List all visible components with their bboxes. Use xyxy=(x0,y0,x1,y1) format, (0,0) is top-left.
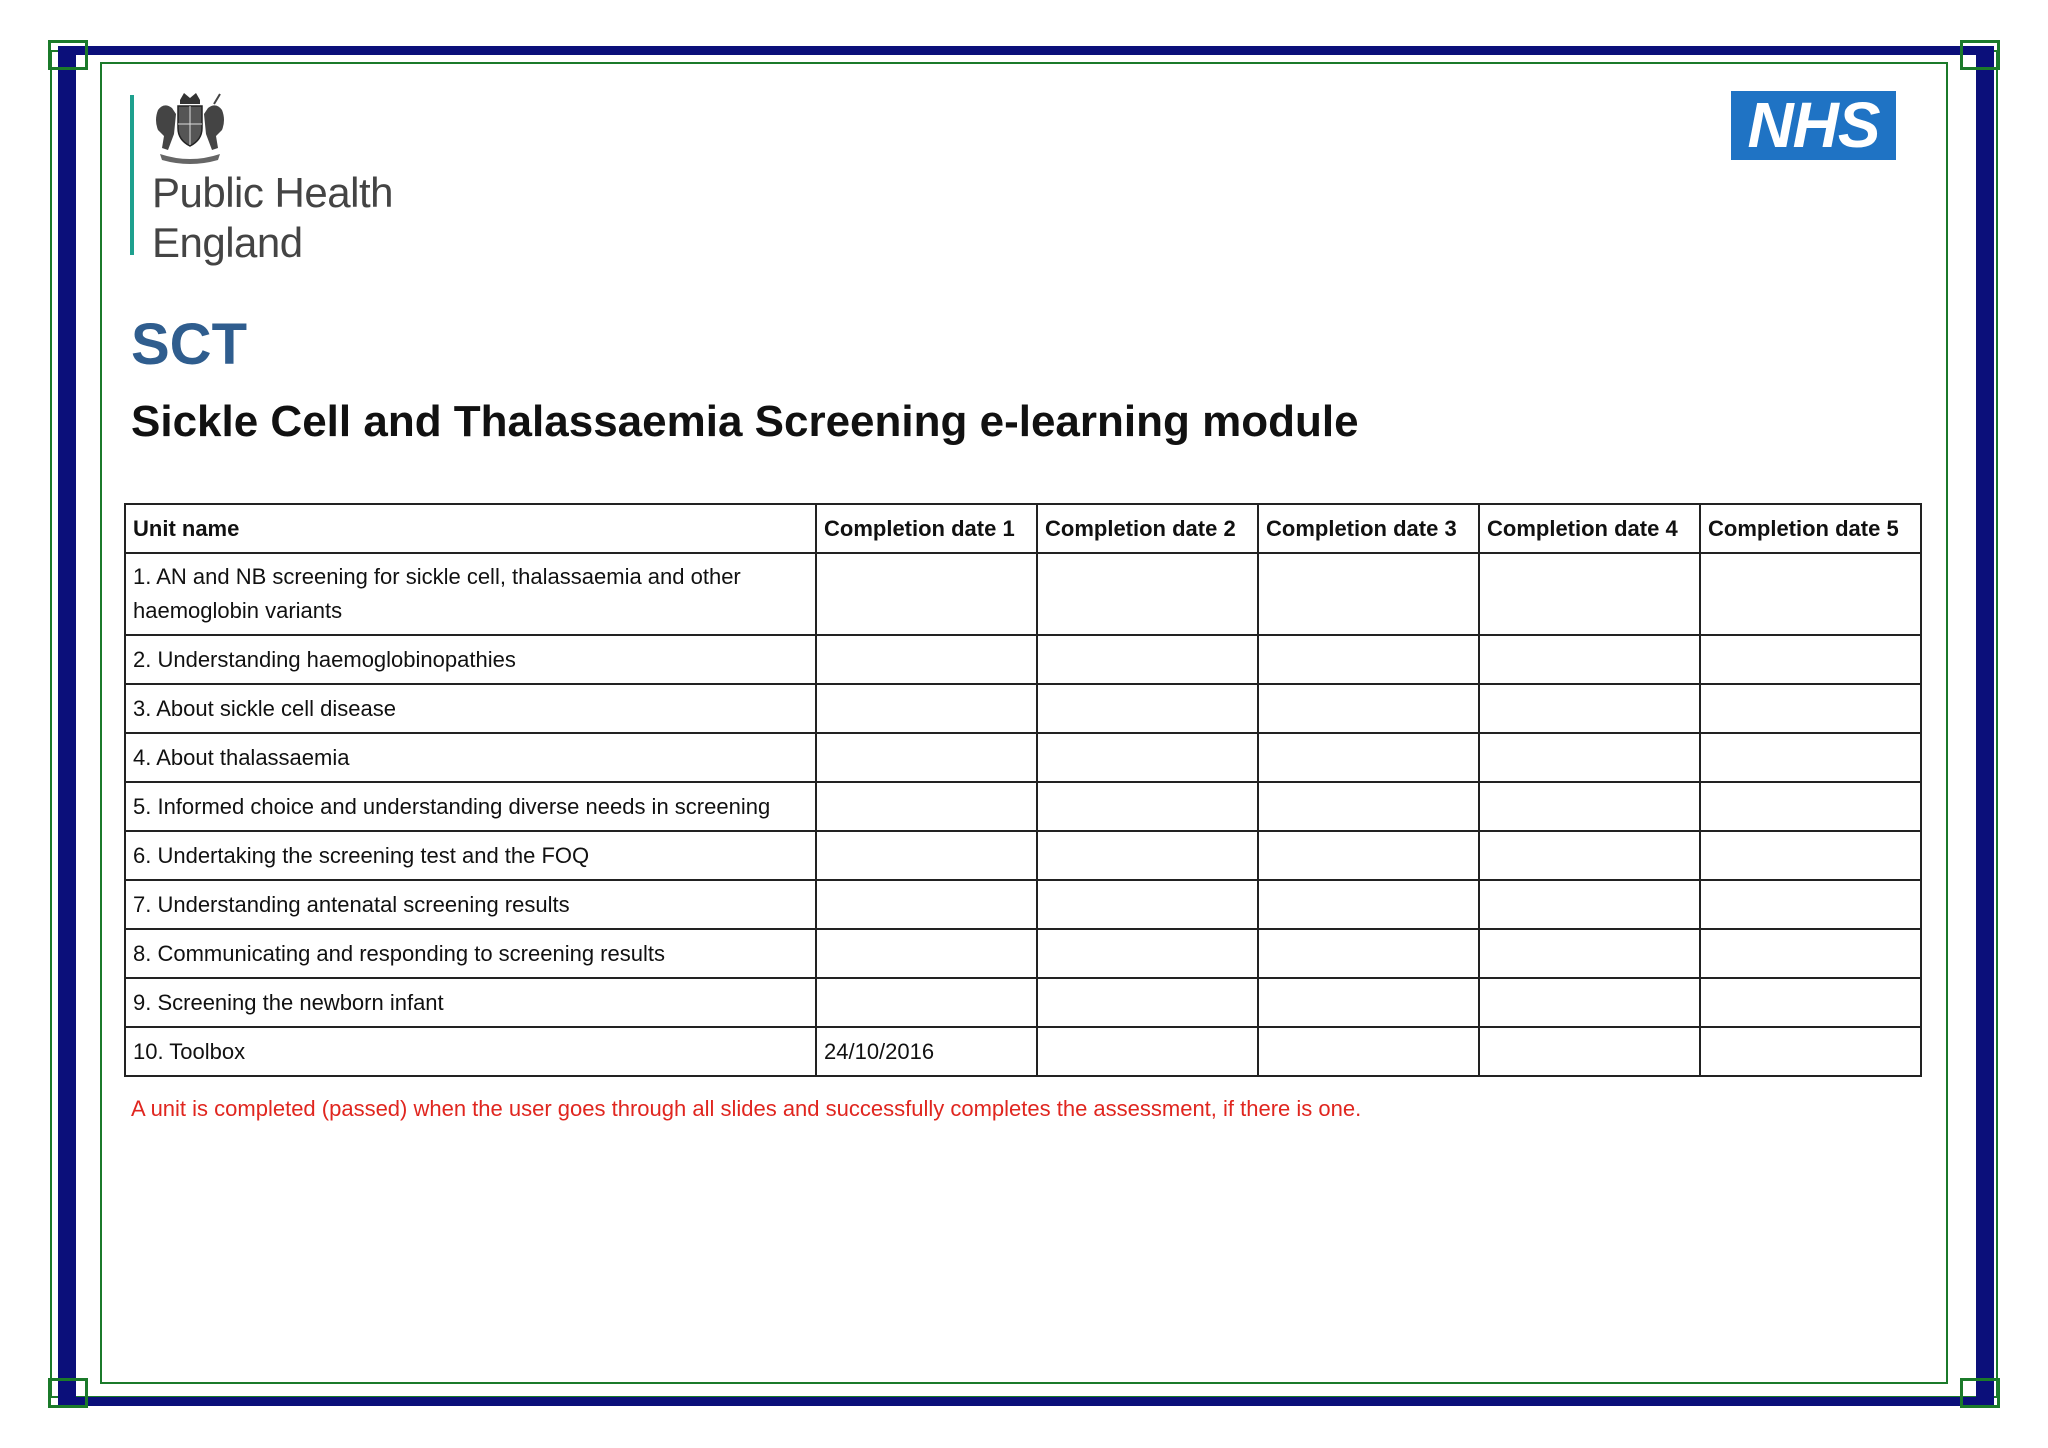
completion-date-cell xyxy=(816,684,1037,733)
completion-date-cell xyxy=(1037,782,1258,831)
completion-footnote: A unit is completed (passed) when the user goes through all slides and successfully completes the assessment, if there is one. xyxy=(131,1096,1362,1121)
completion-date-cell xyxy=(1479,831,1700,880)
completion-date-cell xyxy=(1258,929,1479,978)
header-completion-date-2: Completion date 2 xyxy=(1037,504,1258,553)
completion-date-cell xyxy=(1479,684,1700,733)
table-row xyxy=(125,831,1921,880)
completion-date-cell xyxy=(1258,684,1479,733)
unit-name-cell: 7. Understanding antenatal screening results xyxy=(125,880,816,929)
completion-date-cell xyxy=(1700,929,1921,978)
completion-date-cell xyxy=(816,782,1037,831)
completion-date-cell xyxy=(1037,553,1258,635)
frame-corner-bottom-right xyxy=(1960,1378,2000,1408)
completion-date-cell xyxy=(1037,1027,1258,1076)
table-row xyxy=(125,635,1921,684)
header-completion-date-3: Completion date 3 xyxy=(1258,504,1479,553)
table-row xyxy=(125,978,1921,1027)
completion-date-cell xyxy=(1258,635,1479,684)
unit-name-cell: 8. Communicating and responding to screening results xyxy=(125,929,816,978)
completion-date-cell xyxy=(1258,831,1479,880)
page-title: SCT xyxy=(131,312,247,377)
completion-date-cell xyxy=(1700,831,1921,880)
table-row xyxy=(125,733,1921,782)
unit-name-cell: 10. Toolbox xyxy=(125,1027,816,1076)
completion-date-cell xyxy=(816,978,1037,1027)
completion-date-cell xyxy=(1700,733,1921,782)
table-header-row xyxy=(125,504,1921,553)
completion-date-cell xyxy=(816,831,1037,880)
header-unit-name: Unit name xyxy=(125,504,816,553)
phe-logo-line-1: Public Health xyxy=(152,169,393,216)
completion-date-cell xyxy=(1258,782,1479,831)
completion-date-cell xyxy=(1037,880,1258,929)
completion-date-cell xyxy=(1700,553,1921,635)
completion-date-cell xyxy=(1479,782,1700,831)
phe-logo-text xyxy=(152,168,393,268)
completion-date-cell xyxy=(1258,880,1479,929)
completion-date-cell xyxy=(816,929,1037,978)
completion-date-cell xyxy=(1037,831,1258,880)
completion-date-cell xyxy=(1479,1027,1700,1076)
completion-date-cell xyxy=(1037,635,1258,684)
completion-date-cell xyxy=(1258,978,1479,1027)
completion-date-cell xyxy=(1479,978,1700,1027)
table-row xyxy=(125,553,1921,635)
completion-date-cell xyxy=(1479,553,1700,635)
royal-crest-icon xyxy=(150,90,230,165)
header-completion-date-1: Completion date 1 xyxy=(816,504,1037,553)
unit-name-cell: 5. Informed choice and understanding diverse needs in screening xyxy=(125,782,816,831)
completion-date-cell xyxy=(1700,978,1921,1027)
header-completion-date-5: Completion date 5 xyxy=(1700,504,1921,553)
completion-date-cell xyxy=(1479,929,1700,978)
completion-date-cell xyxy=(816,880,1037,929)
completion-date-cell xyxy=(1037,684,1258,733)
completion-date-cell xyxy=(1700,880,1921,929)
table-row xyxy=(125,929,1921,978)
frame-corner-top-right xyxy=(1960,40,2000,70)
page-subtitle: Sickle Cell and Thalassaemia Screening e-learning module xyxy=(131,397,1359,446)
unit-name-cell: 3. About sickle cell disease xyxy=(125,684,816,733)
phe-logo-bar xyxy=(130,95,134,255)
completion-date-cell xyxy=(1479,733,1700,782)
completion-date-cell xyxy=(1258,553,1479,635)
phe-logo-line-2: England xyxy=(152,219,303,266)
nhs-logo: NHS xyxy=(1731,91,1896,160)
completion-date-cell xyxy=(816,553,1037,635)
table-row xyxy=(125,880,1921,929)
table-row xyxy=(125,1027,1921,1076)
table-row xyxy=(125,684,1921,733)
unit-name-cell: 9. Screening the newborn infant xyxy=(125,978,816,1027)
phe-logo xyxy=(130,90,430,266)
unit-name-cell: 4. About thalassaemia xyxy=(125,733,816,782)
completion-date-cell xyxy=(1700,684,1921,733)
frame-corner-top-left xyxy=(48,40,88,70)
completion-date-cell xyxy=(1700,1027,1921,1076)
completion-date-cell xyxy=(1700,782,1921,831)
completion-date-cell: 24/10/2016 xyxy=(816,1027,1037,1076)
unit-name-cell: 6. Undertaking the screening test and the FOQ xyxy=(125,831,816,880)
table-row xyxy=(125,782,1921,831)
completion-date-cell xyxy=(1037,733,1258,782)
completion-date-cell xyxy=(816,733,1037,782)
unit-name-cell: 2. Understanding haemoglobinopathies xyxy=(125,635,816,684)
completion-date-cell xyxy=(1258,1027,1479,1076)
units-table xyxy=(124,503,1922,1077)
completion-date-cell xyxy=(1037,978,1258,1027)
completion-date-cell xyxy=(816,635,1037,684)
completion-date-cell xyxy=(1479,880,1700,929)
completion-date-cell xyxy=(1700,635,1921,684)
completion-date-cell xyxy=(1037,929,1258,978)
frame-corner-bottom-left xyxy=(48,1378,88,1408)
completion-date-cell xyxy=(1258,733,1479,782)
unit-name-cell: 1. AN and NB screening for sickle cell, thalassaemia and other haemoglobin variants xyxy=(125,553,816,635)
header-completion-date-4: Completion date 4 xyxy=(1479,504,1700,553)
completion-date-cell xyxy=(1479,635,1700,684)
